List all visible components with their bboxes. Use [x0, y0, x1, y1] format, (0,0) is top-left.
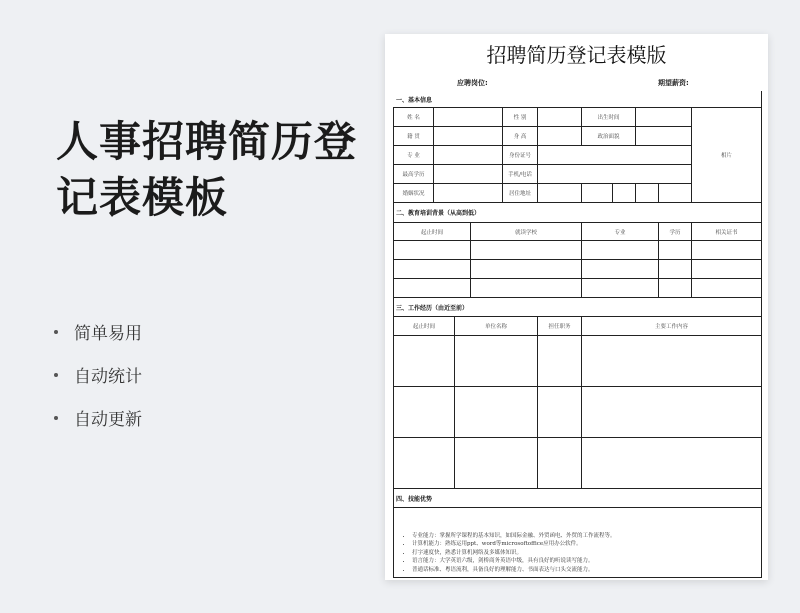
- field-marital: [434, 184, 503, 203]
- edu-col-degree: 学历: [659, 223, 692, 241]
- photo-box: 相片: [692, 108, 762, 203]
- label-phone: 手机/电话: [503, 165, 538, 184]
- field-gender: [538, 108, 582, 127]
- edu-row: [394, 241, 762, 260]
- edu-row: [394, 279, 762, 298]
- feature-label: 自动统计: [74, 367, 142, 387]
- work-col-duties: 主要工作内容: [582, 317, 762, 336]
- edu-col-certificate: 相关证书: [692, 223, 762, 241]
- section-skills-heading: 四、技能优势: [394, 489, 762, 508]
- section-basic-heading: 一、基本信息: [394, 92, 762, 108]
- field-id-number: [538, 146, 692, 165]
- skills-list: [404, 532, 753, 575]
- skill-item: • 打字速度快，熟悉计算机网络及多媒体知识。: [412, 549, 753, 558]
- label-education: 最高学历: [394, 165, 434, 184]
- skills-content: [394, 508, 762, 578]
- label-marital: 婚姻状况: [394, 184, 434, 203]
- section-work-heading: 三、工作经历（由近至前）: [394, 298, 762, 317]
- skill-item: • 专业能力：掌握所学课程的基本知识，如国际金融、外贸函电、外贸的工作流程等。: [412, 532, 753, 541]
- field-address-4: [636, 184, 659, 203]
- label-major: 专 业: [394, 146, 434, 165]
- promo-title-line-2: 记表模板: [56, 173, 229, 222]
- edu-col-school: 就读学校: [471, 223, 582, 241]
- promo-title-line-1: 人事招聘简历登: [56, 117, 358, 166]
- field-height: [538, 127, 582, 146]
- field-address-2: [582, 184, 613, 203]
- skill-item: • 普通话标准、粤语流利，具备良好的理解能力、书面表达与口头交流能力。: [412, 566, 753, 575]
- field-birth: [636, 108, 692, 127]
- document-title: 招聘简历登记表模版: [486, 43, 667, 67]
- label-gender: 性 别: [503, 108, 538, 127]
- label-name: 姓 名: [394, 108, 434, 127]
- bullet-icon: [54, 373, 58, 377]
- work-col-position: 担任职务: [538, 317, 582, 336]
- feature-item: [54, 310, 142, 353]
- bullet-icon: [54, 416, 58, 420]
- label-native: 籍 贯: [394, 127, 434, 146]
- field-education: [434, 165, 503, 184]
- feature-label: 自动更新: [74, 410, 142, 430]
- position-label: 应聘岗位:: [457, 79, 488, 87]
- label-height: 身 高: [503, 127, 538, 146]
- field-address-1: [538, 184, 582, 203]
- field-native: [434, 127, 503, 146]
- resume-form-preview: [385, 34, 768, 580]
- label-birth: 出生时间: [582, 108, 636, 127]
- edu-row: [394, 260, 762, 279]
- feature-list: [54, 310, 142, 439]
- resume-form-table: [393, 91, 762, 578]
- edu-col-period: 起止时间: [394, 223, 471, 241]
- field-address-5: [659, 184, 692, 203]
- field-address-3: [613, 184, 636, 203]
- bullet-icon: [54, 330, 58, 334]
- field-major: [434, 146, 503, 165]
- section-education-heading: 二、教育培训背景（从高到低）: [394, 203, 762, 223]
- work-row: [394, 336, 762, 387]
- work-row: [394, 438, 762, 489]
- skill-item: • 计算机能力：熟练运用ppt、word等microsoftoffice应用办公软件。: [412, 540, 753, 549]
- field-name: [434, 108, 503, 127]
- field-political: [636, 127, 692, 146]
- field-phone: [538, 165, 692, 184]
- skill-item: • 语言能力：大学英语六级，剑桥商务英语中级，具有良好的听说读写能力。: [412, 557, 753, 566]
- feature-item: [54, 396, 142, 439]
- label-id-number: 身份证号: [503, 146, 538, 165]
- work-row: [394, 387, 762, 438]
- label-address: 居住地址: [503, 184, 538, 203]
- feature-label: 简单易用: [74, 324, 142, 344]
- work-col-company: 单位名称: [455, 317, 538, 336]
- edu-col-major: 专业: [582, 223, 659, 241]
- promo-title: [56, 114, 376, 226]
- work-col-period: 起止时间: [394, 317, 455, 336]
- label-political: 政治面貌: [582, 127, 636, 146]
- salary-label: 期望薪资:: [658, 79, 689, 87]
- feature-item: [54, 353, 142, 396]
